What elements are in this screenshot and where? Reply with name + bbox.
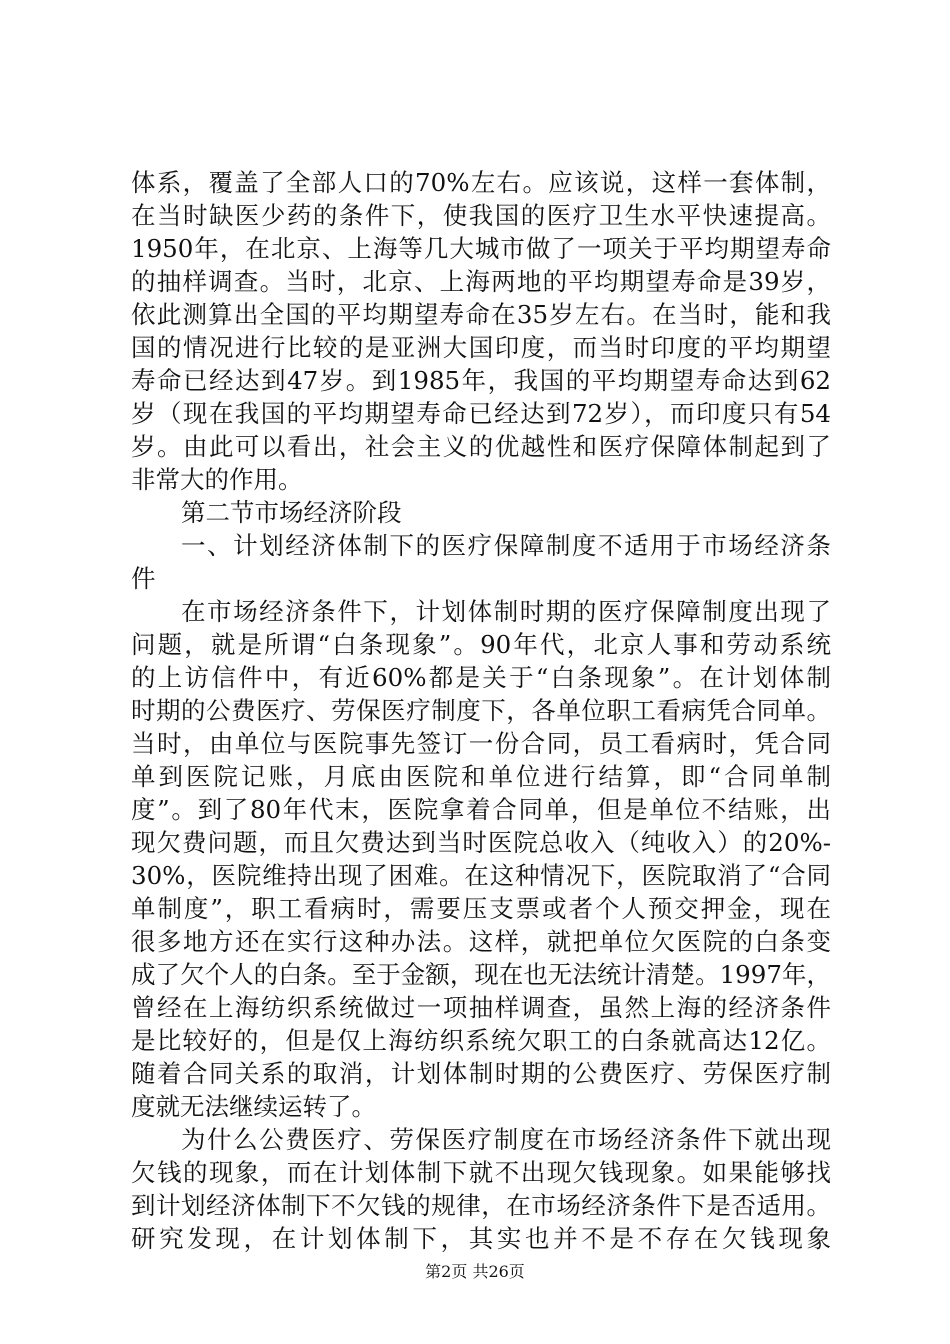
text-line: 单到医院记账，月底由医院和单位进行结算，即“合同单制 xyxy=(131,762,831,791)
text-line: 当时，由单位与医院事先签订一份合同，员工看病时，凭合同 xyxy=(131,729,831,758)
text-line: 一、计划经济体制下的医疗保障制度不适用于市场经济条 xyxy=(181,531,831,560)
text-line: 体系，覆盖了全部人口的70%左右。应该说，这样一套体制， xyxy=(131,168,831,197)
page-footer xyxy=(0,1262,950,1282)
text-line: 随着合同关系的取消，计划体制时期的公费医疗、劳保医疗制 xyxy=(131,1059,831,1088)
text-line: 国的情况进行比较的是亚洲大国印度，而当时印度的平均期望 xyxy=(131,333,831,362)
text-line: 成了欠个人的白条。至于金额，现在也无法统计清楚。1997年， xyxy=(131,960,831,989)
text-line: 单制度”，职工看病时，需要压支票或者个人预交押金，现在 xyxy=(131,894,831,923)
text-line: 在当时缺医少药的条件下，使我国的医疗卫生水平快速提高。 xyxy=(131,201,831,230)
text-line: 到计划经济体制下不欠钱的规律，在市场经济条件下是否适用。 xyxy=(131,1191,831,1220)
text-line: 是比较好的，但是仅上海纺织系统欠职工的白条就高达12亿。 xyxy=(131,1026,831,1055)
text-line: 欠钱的现象，而在计划体制下就不出现欠钱现象。如果能够找 xyxy=(131,1158,831,1187)
text-line: 30%，医院维持出现了困难。在这种情况下，医院取消了“合同 xyxy=(131,861,831,890)
page-number-label: 第2页 共26页 xyxy=(425,1262,525,1281)
text-line: 研究发现，在计划体制下，其实也并不是不存在欠钱现象 xyxy=(131,1224,831,1253)
text-line: 依此测算出全国的平均期望寿命在35岁左右。在当时，能和我 xyxy=(131,300,831,329)
text-line: 第二节市场经济阶段 xyxy=(181,498,402,527)
text-line: 在市场经济条件下，计划体制时期的医疗保障制度出现了 xyxy=(181,597,831,626)
text-line: 曾经在上海纺织系统做过一项抽样调查，虽然上海的经济条件 xyxy=(131,993,831,1022)
text-line: 件 xyxy=(131,564,156,593)
text-line: 度”。到了80年代末，医院拿着合同单，但是单位不结账，出 xyxy=(131,795,831,824)
text-line: 度就无法继续运转了。 xyxy=(131,1092,376,1121)
text-line: 非常大的作用。 xyxy=(131,465,303,494)
text-line: 为什么公费医疗、劳保医疗制度在市场经济条件下就出现 xyxy=(181,1125,831,1154)
text-line: 的抽样调查。当时，北京、上海两地的平均期望寿命是39岁， xyxy=(131,267,831,296)
text-line: 问题，就是所谓“白条现象”。90年代，北京人事和劳动系统 xyxy=(131,630,831,659)
text-line: 岁。由此可以看出，社会主义的优越性和医疗保障体制起到了 xyxy=(131,432,831,461)
text-line: 岁（现在我国的平均期望寿命已经达到72岁），而印度只有54 xyxy=(131,399,831,428)
document-body xyxy=(131,166,831,1255)
text-line: 现欠费问题，而且欠费达到当时医院总收入（纯收入）的20%- xyxy=(131,828,831,857)
text-line: 时期的公费医疗、劳保医疗制度下，各单位职工看病凭合同单。 xyxy=(131,696,831,725)
text-line: 寿命已经达到47岁。到1985年，我国的平均期望寿命达到62 xyxy=(131,366,831,395)
text-line: 的上访信件中，有近60%都是关于“白条现象”。在计划体制 xyxy=(131,663,831,692)
text-line: 1950年，在北京、上海等几大城市做了一项关于平均期望寿命 xyxy=(131,234,831,263)
text-line: 很多地方还在实行这种办法。这样，就把单位欠医院的白条变 xyxy=(131,927,831,956)
